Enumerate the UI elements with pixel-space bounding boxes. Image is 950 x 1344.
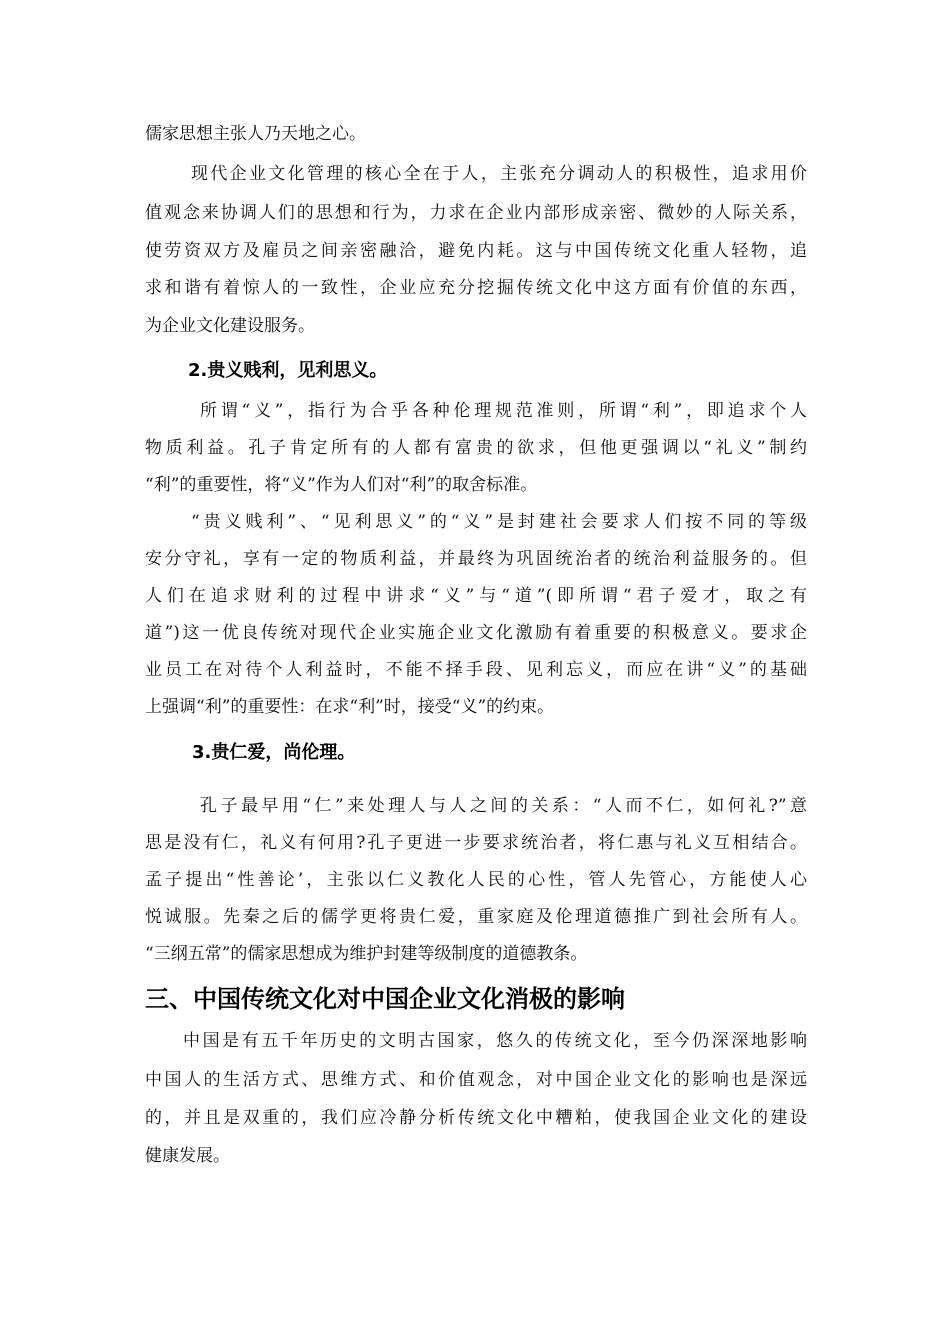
para4-line-3: 孟子提出“性善论’，主张以仁义教化人民的心性，管人先管心，方能使人心 (145, 870, 807, 890)
intro-line: 儒家思想主张人乃天地之心。 (145, 124, 366, 144)
para3-line-2: 安分守礼，享有一定的物质利益，并最终为巩固统治者的统治利益服务的。但 (145, 549, 807, 569)
para4-line-5: “三纲五常”的儒家思想成为维护封建等级制度的道德教条。 (145, 944, 588, 964)
para5-line-4: 健康发展。 (145, 1146, 230, 1166)
para5-line-3: 的，并且是双重的，我们应冷静分析传统文化中糟粕，使我国企业文化的建设 (145, 1108, 807, 1128)
para3-line-6: 上强调“利”的重要性：在求“利”时，接受“义”的约束。 (145, 697, 555, 717)
section-3-title: 三、中国传统文化对中国企业文化消极的影响 (145, 985, 625, 1013)
heading-3: 3.贵仁爱，尚伦理。 (192, 742, 356, 763)
para4-line-4: 悦诚服。先秦之后的儒学更将贵仁爱，重家庭及伦理道德推广到社会所有人。 (145, 907, 807, 927)
para3-line-1: “贵义贱利”、“见利思义”的“义”是封建社会要求人们按不同的等级 (191, 512, 807, 532)
para5-line-2: 中国人的生活方式、思维方式、和价值观念，对中国企业文化的影响也是深远 (145, 1070, 807, 1090)
para4-line-1: 孔子最早用“仁”来处理人与人之间的关系：“人而不仁，如何礼?”意 (200, 796, 807, 816)
para2-line-2: 物质利益。孔子肯定所有的人都有富贵的欲求，但他更强调以“礼义”制约 (145, 438, 807, 458)
para1-line-1: 现代企业文化管理的核心全在于人，主张充分调动人的积极性，追求用价 (191, 164, 807, 184)
para1-line-2: 值观念来协调人们的思想和行为，力求在企业内部形成亲密、微妙的人际关系， (145, 203, 807, 223)
para3-line-3: 人们在追求财利的过程中讲求“义”与“道”(即所谓“君子爱才，取之有 (145, 586, 807, 606)
para2-line-1: 所谓“义”，指行为合乎各种伦理规范准则，所谓“利”，即追求个人 (200, 401, 807, 421)
heading-2: 2.贵义贱利，见利思义。 (188, 360, 388, 381)
para4-line-2: 思是没有仁，礼义有何用?孔子更进一步要求统治者，将仁惠与礼义互相结合。 (145, 833, 807, 853)
para1-line-5: 为企业文化建设服务。 (145, 316, 315, 336)
para2-line-3: “利”的重要性，将“义”作为人们对“利”的取舍标准。 (145, 475, 538, 495)
para3-line-4: 道”)这一优良传统对现代企业实施企业文化激励有着重要的积极意义。要求企 (145, 623, 807, 643)
para5-line-1: 中国是有五千年历史的文明古国家，悠久的传统文化，至今仍深深地影响 (183, 1031, 807, 1051)
para1-line-4: 求和谐有着惊人的一致性，企业应充分挖掘传统文化中这方面有价值的东西， (145, 278, 807, 298)
para3-line-5: 业员工在对待个人利益时，不能不择手段、见利忘义，而应在讲“义”的基础 (145, 660, 807, 680)
para1-line-3: 使劳资双方及雇员之间亲密融洽，避免内耗。这与中国传统文化重人轻物，追 (145, 241, 807, 261)
